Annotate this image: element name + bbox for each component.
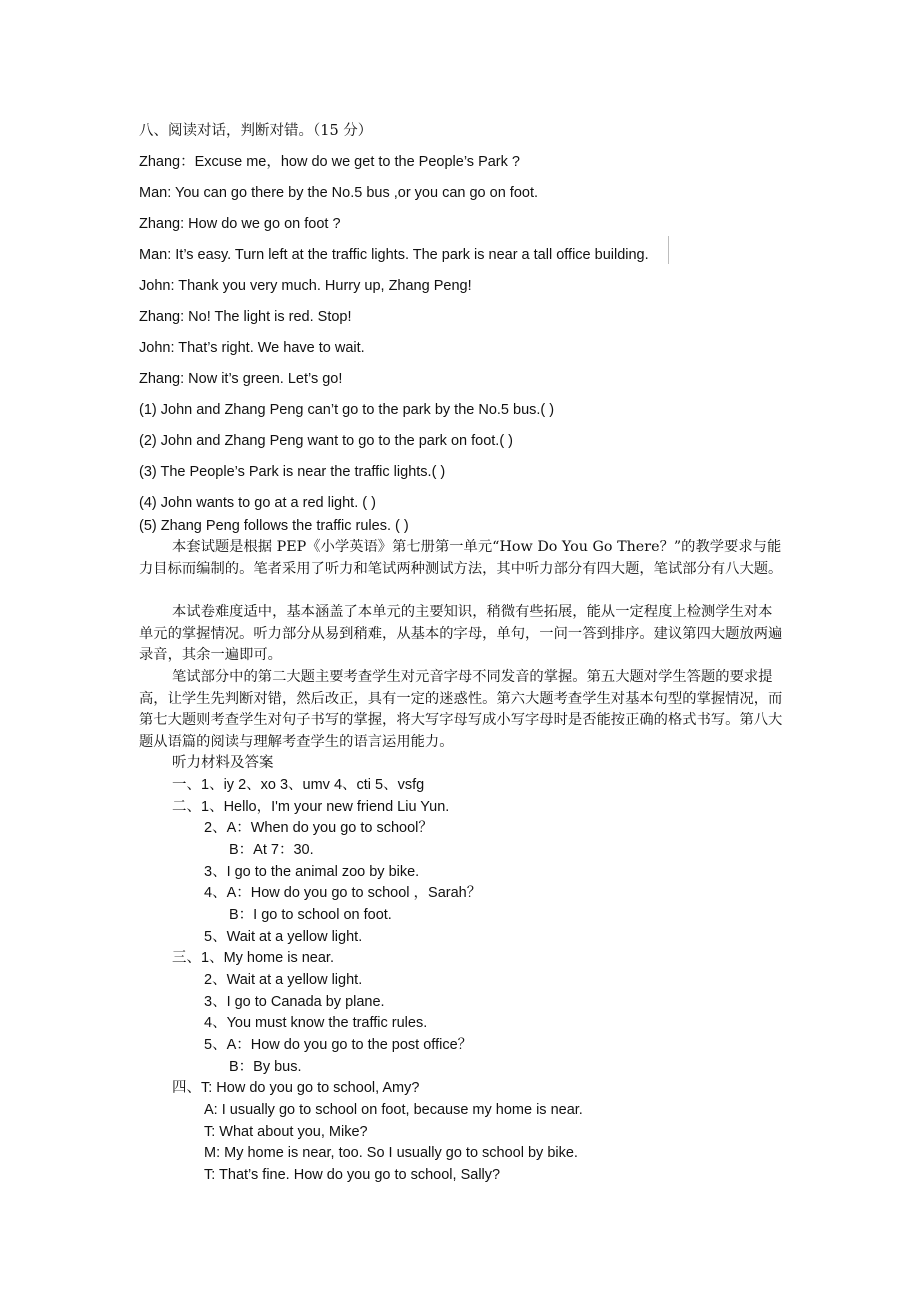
answer-line: B：At 7：30.: [229, 842, 314, 858]
section-heading: 八、阅读对话，判断对错。（15 分）: [139, 123, 373, 139]
question-item: (3) The People’s Park is near the traffic lights.( ): [139, 464, 446, 480]
commentary-paragraph: 本套试题是根据 PEP《小学英语》第七册第一单元“How Do You Go There？”的教学要求与能力目标而编制的。笔者采用了听力和笔试两种测试方法，其中听力部分有四大题，笔试部分有八大题。: [139, 539, 783, 577]
answer-line: 2、Wait at a yellow light.: [204, 972, 363, 988]
answer-line: 3、I go to the animal zoo by bike.: [204, 864, 420, 880]
answer-line: 4、A：How do you go to school ，Sarah？: [204, 885, 482, 901]
answers-title: 听力材料及答案: [172, 755, 274, 771]
answer-line: B：I go to school on foot.: [229, 907, 392, 923]
question-item: (1) John and Zhang Peng can’t go to the park by the No.5 bus.( ): [139, 402, 555, 418]
answer-line: T: What about you, Mike?: [204, 1124, 368, 1140]
question-item: (2) John and Zhang Peng want to go to the park on foot.( ): [139, 433, 514, 449]
commentary-paragraph: 本试卷难度适中，基本涵盖了本单元的主要知识，稍微有些拓展，能从一定程度上检测学生对本单元的掌握情况。听力部分从易到稍难，从基本的字母，单句，一问一答到排序。建议第四大题放两遍录音，其余一遍即可。: [139, 604, 783, 663]
answer-line: 2、A：When do you go to school？: [204, 820, 433, 836]
dialogue-line: Man: It’s easy. Turn left at the traffic lights. The park is near a tall office building.: [139, 247, 649, 263]
answer-line: A: I usually go to school on foot, because my home is near.: [204, 1102, 583, 1118]
commentary-paragraph: 笔试部分中的第二大题主要考查学生对元音字母不同发音的掌握。第五大题对学生答题的要求提高，让学生先判断对错，然后改正，具有一定的迷惑性。第六大题考查学生对基本句型的掌握情况，而第七大题则考查学生对句子书写的掌握，将大写字母写成小写字母时是否能按正确的格式书写。第八大题从语篇的阅读与理解考查学生的语言运用能力。: [139, 669, 783, 750]
dialogue-line: Man: You can go there by the No.5 bus ,or you can go on foot.: [139, 185, 539, 201]
dialogue-line: John: That’s right. We have to wait.: [139, 340, 365, 356]
answer-line: 三、1、My home is near.: [172, 950, 334, 966]
answer-line: 5、A：How do you go to the post office？: [204, 1037, 473, 1053]
question-item: (4) John wants to go at a red light. ( ): [139, 495, 376, 511]
answer-line: 四、T: How do you go to school, Amy?: [172, 1080, 420, 1096]
dialogue-line: Zhang：Excuse me，how do we get to the People’s Park ?: [139, 154, 520, 170]
answer-line: 4、You must know the traffic rules.: [204, 1015, 428, 1031]
dialogue-line: Zhang: No! The light is red. Stop!: [139, 309, 352, 325]
answer-line: B：By bus.: [229, 1059, 302, 1075]
answer-line: M: My home is near, too. So I usually go to school by bike.: [204, 1145, 578, 1161]
question-item: (5) Zhang Peng follows the traffic rules. ( ): [139, 518, 409, 534]
dialogue-line: John: Thank you very much. Hurry up, Zhang Peng!: [139, 278, 472, 294]
answer-line: 二、1、Hello，I'm your new friend Liu Yun.: [172, 799, 450, 815]
dialogue-line: Zhang: Now it’s green. Let’s go!: [139, 371, 343, 387]
answer-line: 5、Wait at a yellow light.: [204, 929, 363, 945]
text-cursor: [668, 236, 669, 264]
dialogue-line: Zhang: How do we go on foot ?: [139, 216, 341, 232]
answer-line: T: That’s fine. How do you go to school, Sally?: [204, 1167, 501, 1183]
answer-line: 3、I go to Canada by plane.: [204, 994, 385, 1010]
answer-line: 一、1、iy 2、xo 3、umv 4、cti 5、vsfg: [172, 777, 425, 793]
